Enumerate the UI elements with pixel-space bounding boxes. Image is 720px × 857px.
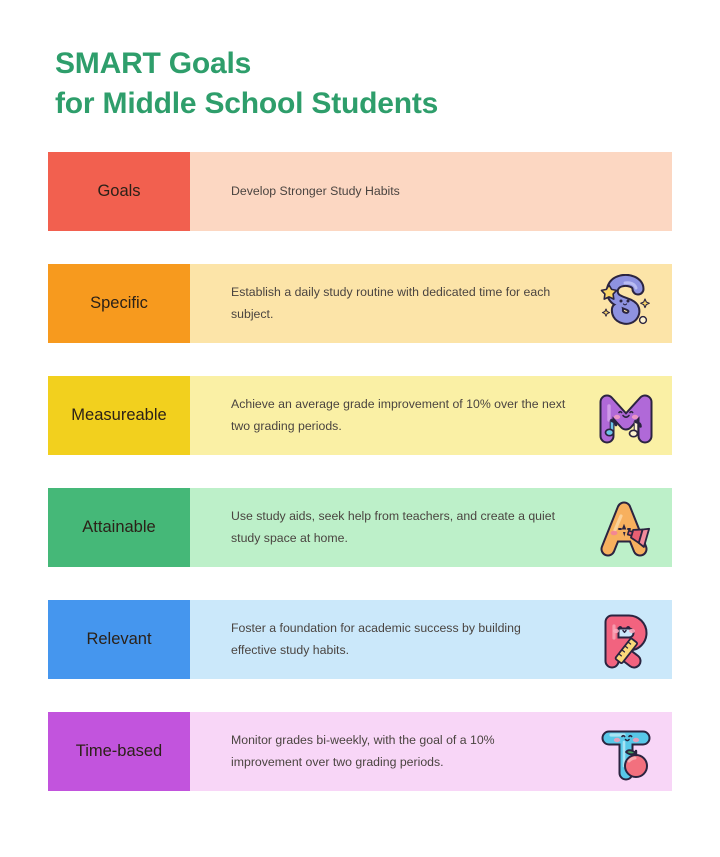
title-line-1: SMART Goals	[55, 47, 252, 80]
row-label-block	[48, 376, 190, 455]
row-description: Monitor grades bi-weekly, with the goal of a 10% improvement over two grading periods.	[231, 733, 495, 769]
row-label-block	[48, 264, 190, 343]
row-description: Achieve an average grade improvement of 10% over the next two grading periods.	[231, 397, 566, 433]
smart-row	[48, 488, 672, 567]
row-label-text: Time-based	[75, 741, 163, 760]
letter-m-sticker-icon	[594, 384, 658, 448]
letter-r-sticker-icon	[594, 608, 658, 672]
row-label-block	[48, 488, 190, 567]
row-description: Establish a daily study routine with dedicated time for each subject.	[231, 285, 551, 321]
row-label-block	[48, 712, 190, 791]
smart-row	[48, 600, 672, 679]
letter-a-sticker-icon	[594, 496, 658, 560]
row-body-block	[190, 488, 672, 567]
title-line-2: for Middle School Students	[55, 86, 439, 120]
row-label-text: Attainable	[82, 517, 156, 536]
row-body-block	[190, 712, 672, 791]
row-label-block	[48, 600, 190, 679]
row-body-block	[190, 264, 672, 343]
row-label-text: Specific	[90, 293, 148, 312]
row-label-text: Relevant	[86, 629, 152, 648]
row-description: Use study aids, seek help from teachers, and create a quiet study space at home.	[231, 509, 555, 545]
smart-row	[48, 264, 672, 343]
page-title	[55, 44, 655, 124]
smart-row	[48, 712, 672, 791]
letter-s-sticker-icon	[594, 272, 658, 336]
row-label-block	[48, 152, 190, 231]
row-label-text: Goals	[97, 181, 141, 200]
smart-row	[48, 376, 672, 455]
row-body-block	[190, 152, 672, 231]
smart-row	[48, 152, 672, 231]
row-label-text: Measureable	[71, 405, 167, 424]
row-body-block	[190, 376, 672, 455]
row-description: Foster a foundation for academic success by building effective study habits.	[231, 621, 521, 657]
smart-rows-list	[48, 152, 672, 791]
row-description: Develop Stronger Study Habits	[231, 183, 400, 198]
row-body-block	[190, 600, 672, 679]
letter-t-sticker-icon	[594, 720, 658, 784]
